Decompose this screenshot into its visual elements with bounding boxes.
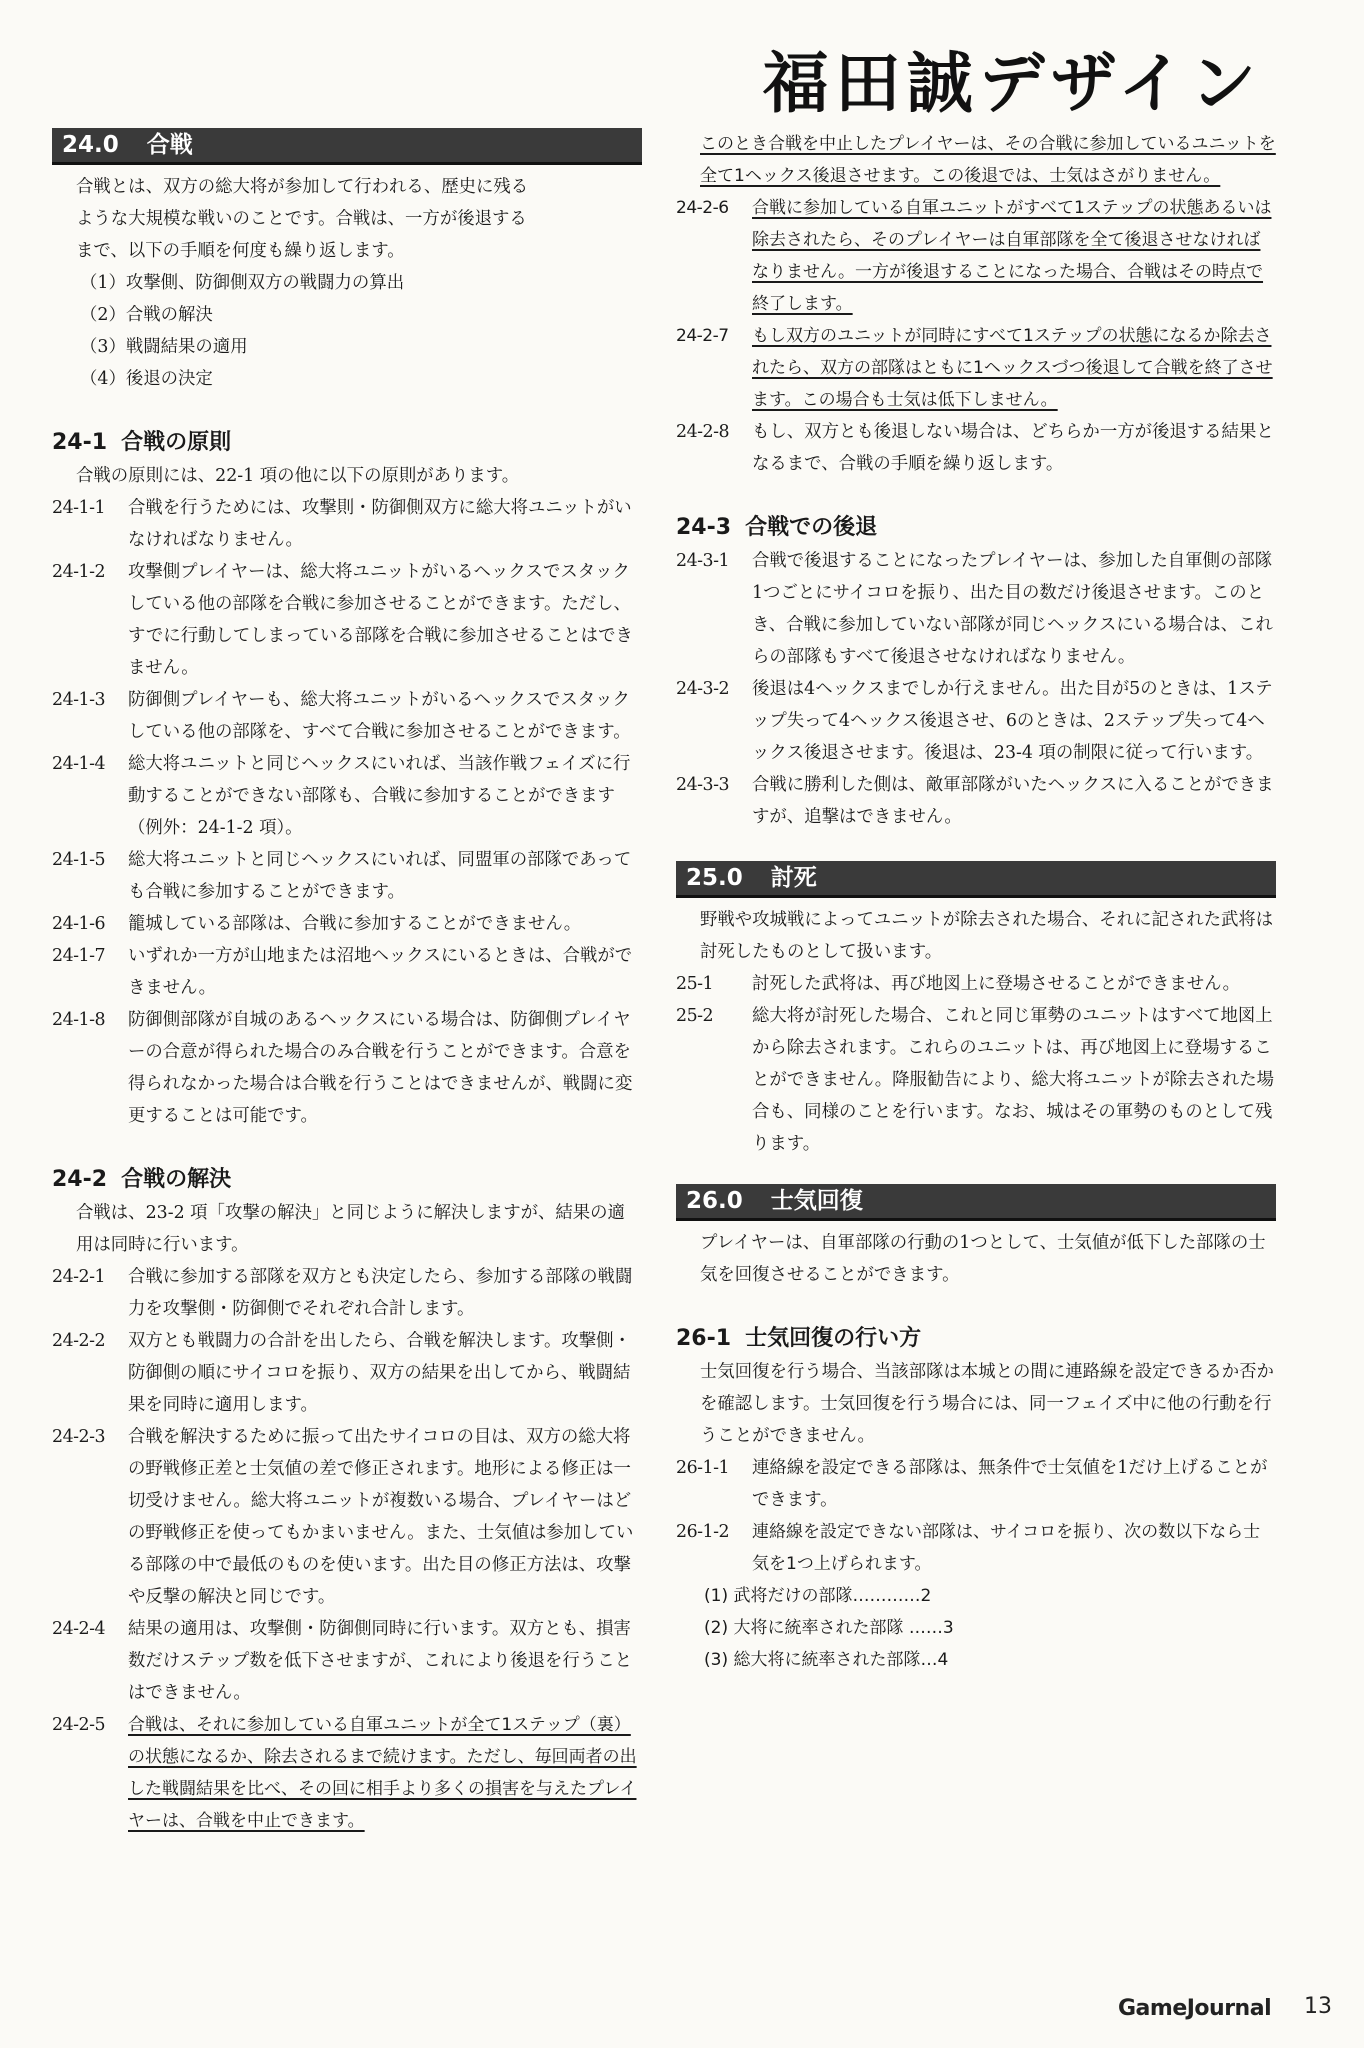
rule-text: 合戦に勝利した側は、敵軍部隊がいたヘックスに入ることができますが、追撃はできません。 xyxy=(752,775,1274,827)
rule-item xyxy=(52,748,642,844)
rule-text: 総大将ユニットと同じヘックスにいれば、当該作戦フェイズに行動することができない部隊も、合戦に参加することができます（例外：24-1-2 項）。 xyxy=(128,754,631,838)
paragraph-line: 合戦とは、双方の総大将が参加して行われる、歴史に残る xyxy=(76,177,529,197)
rule-text: 合戦を行うためには、攻撃則・防御側双方に総大将ユニットがいなければなりません。 xyxy=(128,498,632,550)
paragraph: 士気回復を行う場合、当該部隊は本城との間に連路線を設定できるか否かを確認します。士気回復を行う場合には、同一フェイズ中に他の行動を行うことができません。 xyxy=(700,1362,1274,1446)
rule-item xyxy=(52,556,642,684)
rule-text: 防御側プレイヤーも、総大将ユニットがいるヘックスでスタックしている他の部隊を、すべて合戦に参加させることができます。 xyxy=(128,690,631,742)
rule-number: 25-2 xyxy=(676,1006,714,1026)
section-title: 討死 xyxy=(770,865,817,891)
right-column xyxy=(676,128,1276,1676)
rule-text: もし、双方とも後退しない場合は、どちらか一方が後退する結果となるまで、合戦の手順を繰り返します。 xyxy=(752,422,1274,474)
rule-number: 24-3-2 xyxy=(676,679,730,699)
rule-number: 24-1-2 xyxy=(52,562,106,582)
rule-number: 24-3-1 xyxy=(676,551,730,571)
paragraph: 合戦の原則には、22-1 項の他に以下の原則があります。 xyxy=(76,466,520,486)
list-item: (2) 大将に統率された部隊 ……3 xyxy=(704,1618,954,1638)
rule-item xyxy=(52,492,642,556)
rule-number: 24-3-3 xyxy=(676,775,730,795)
subsection-title: 合戦の解決 xyxy=(121,1167,232,1192)
left-column xyxy=(52,128,642,1837)
rule-text: 合戦は、それに参加している自軍ユニットが全て1ステップ（裏）の状態になるか、除去されるまで続けます。ただし、毎回両者の出した戦闘結果を比べ、その回に相手より多くの損害を与えたプレイヤーは、合戦を中止できます。 xyxy=(128,1715,637,1831)
section-header-24 xyxy=(52,128,642,165)
rule-item xyxy=(52,844,642,908)
rule-item xyxy=(676,968,1276,1000)
rule-number: 24-2-6 xyxy=(676,198,729,218)
rule-number: 24-1-8 xyxy=(52,1010,106,1030)
rule-item xyxy=(52,1261,642,1325)
rule-number: 24-2-1 xyxy=(52,1267,106,1287)
rule-number: 26-1-1 xyxy=(676,1458,730,1478)
subsection-header-26-1 xyxy=(676,1321,1276,1352)
rule-item xyxy=(676,769,1276,833)
rule-number: 24-1-7 xyxy=(52,946,106,966)
rule-text: 結果の適用は、攻撃側・防御側同時に行います。双方とも、損害数だけステップ数を低下させますが、これにより後退を行うことはできません。 xyxy=(128,1619,632,1703)
list-item: (3) 総大将に統率された部隊…4 xyxy=(704,1650,949,1670)
section-title: 士気回復 xyxy=(770,1188,863,1214)
subsection-title: 合戦の原則 xyxy=(121,430,232,455)
rule-text: 合戦を解決するために振って出たサイコロの目は、双方の総大将の野戦修正差と士気値の差で修正されます。地形による修正は一切受けません。総大将ユニットが複数いる場合、プレイヤーはどの野戦修正を使ってもかまいません。また、士気値は参加している部隊の中で最低のものを使います。出た目の修正方法は、攻撃や反撃の解決と同じです。 xyxy=(128,1427,634,1607)
rule-text: 後退は4ヘックスまでしか行えません。出た目が5のときは、1ステップ失って4ヘックス後退させ、6のときは、2ステップ失って4ヘックス後退させます。後退は、23-4 項の制限に従って行います。 xyxy=(752,679,1273,763)
magazine-logo: GameJournal xyxy=(1118,1996,1272,2021)
rule-number: 26-1-2 xyxy=(676,1522,730,1542)
paragraph-line: まで、以下の手順を何度も繰り返します。 xyxy=(76,241,405,261)
section-number: 26.0 xyxy=(686,1188,743,1214)
rule-item xyxy=(52,908,642,940)
rule-number: 24-2-3 xyxy=(52,1427,106,1447)
subsection-number: 24-3 xyxy=(676,515,732,540)
rule-text: 総大将ユニットと同じヘックスにいれば、同盟軍の部隊であっても合戦に参加することができます。 xyxy=(128,850,632,902)
rule-item xyxy=(52,1325,642,1421)
subsection-title: 士気回復の行い方 xyxy=(745,1326,922,1351)
rule-item-underlined xyxy=(676,320,1276,416)
rule-item xyxy=(676,1516,1276,1580)
subsection-header-24-1 xyxy=(52,425,642,456)
rule-item xyxy=(676,1000,1276,1160)
list-item: (1) 武将だけの部隊…………2 xyxy=(704,1586,932,1606)
step-item: （3）戦闘結果の適用 xyxy=(80,337,248,357)
section-title: 合戦 xyxy=(146,132,193,158)
rule-text: 合戦に参加している自軍ユニットがすべて1ステップの状態あるいは除去されたら、そのプレイヤーは自軍部隊を全て後退させなければなりません。一方が後退することになった場合、合戦はその時点で終了します。 xyxy=(752,198,1272,314)
rule-item xyxy=(52,1613,642,1709)
paragraph-line: ような大規模な戦いのことです。合戦は、一方が後退する xyxy=(76,209,527,229)
subsection-title: 合戦での後退 xyxy=(745,515,878,540)
rule-item xyxy=(676,1452,1276,1516)
rule-text: もし双方のユニットが同時にすべて1ステップの状態になるか除去されたら、双方の部隊はともに1ヘックスづつ後退して合戦を終了させます。この場合も士気は低下しません。 xyxy=(752,326,1273,410)
subsection-header-24-3 xyxy=(676,510,1276,541)
rule-text: 連絡線を設定できない部隊は、サイコロを振り、次の数以下なら士気を1つ上げられます。 xyxy=(752,1522,1261,1574)
rule-text: 籠城している部隊は、合戦に参加することができません。 xyxy=(128,914,582,934)
rule-item-underlined xyxy=(676,192,1276,320)
rule-number: 25-1 xyxy=(676,974,714,994)
rule-number: 24-2-8 xyxy=(676,422,730,442)
rule-item xyxy=(52,940,642,1004)
page-number: 13 xyxy=(1304,1994,1332,2019)
designer-title: 福田誠デザイン xyxy=(762,44,1262,122)
paragraph-underlined: このとき合戦を中止したプレイヤーは、その合戦に参加しているユニットを全て1ヘックス後退させます。この後退では、士気はさがりません。 xyxy=(700,134,1276,186)
step-item: （4）後退の決定 xyxy=(80,369,213,389)
rule-number: 24-2-5 xyxy=(52,1715,106,1735)
rule-number: 24-1-1 xyxy=(52,498,106,518)
paragraph: 合戦は、23-2 項「攻撃の解決」と同じように解決しますが、結果の適用は同時に行います。 xyxy=(76,1203,625,1255)
rule-text: 討死した武将は、再び地図上に登場させることができません。 xyxy=(752,974,1240,994)
rule-text: 双方とも戦闘力の合計を出したら、合戦を解決します。攻撃側・防御側の順にサイコロを振り、双方の結果を出してから、戦闘結果を同時に適用します。 xyxy=(128,1331,631,1415)
paragraph: 野戦や攻城戦によってユニットが除去された場合、それに記された武将は討死したものとして扱います。 xyxy=(700,910,1274,962)
rule-item xyxy=(676,673,1276,769)
rule-item xyxy=(676,416,1276,480)
rule-number: 24-1-3 xyxy=(52,690,106,710)
section-number: 25.0 xyxy=(686,865,743,891)
rule-item xyxy=(52,1004,642,1132)
rule-text: 合戦に参加する部隊を双方とも決定したら、参加する部隊の戦闘力を攻撃側・防御側でそれぞれ合計します。 xyxy=(128,1267,633,1319)
rule-text: 攻撃側プレイヤーは、総大将ユニットがいるヘックスでスタックしている他の部隊を合戦に参加させることができます。ただし、すでに行動してしまっている部隊を合戦に参加させることはできません。 xyxy=(128,562,633,678)
paragraph: プレイヤーは、自軍部隊の行動の1つとして、士気値が低下した部隊の士気を回復させることができます。 xyxy=(700,1233,1266,1285)
rule-text: 連絡線を設定できる部隊は、無条件で士気値を1だけ上げることができます。 xyxy=(752,1458,1268,1510)
section-header-25 xyxy=(676,861,1276,898)
subsection-header-24-2 xyxy=(52,1162,642,1193)
section-header-26 xyxy=(676,1184,1276,1221)
step-item: （1）攻撃側、防御側双方の戦闘力の算出 xyxy=(80,273,405,293)
rule-item xyxy=(676,545,1276,673)
rule-item xyxy=(52,684,642,748)
rule-text: 防御側部隊が自城のあるヘックスにいる場合は、防御側プレイヤーの合意が得られた場合のみ合戦を行うことができます。合意を得られなかった場合は合戦を行うことはできませんが、戦闘に変更することは可能です。 xyxy=(128,1010,633,1126)
rule-number: 24-1-5 xyxy=(52,850,106,870)
subsection-number: 24-2 xyxy=(52,1167,108,1192)
section-number: 24.0 xyxy=(62,132,119,158)
rule-text: 総大将が討死した場合、これと同じ軍勢のユニットはすべて地図上から除去されます。これらのユニットは、再び地図上に登場することができません。降服勧告により、総大将ユニットが除去された場合も、同様のことを行います。なお、城はその軍勢のものとして残ります。 xyxy=(752,1006,1275,1154)
rule-text: いずれか一方が山地または沼地ヘックスにいるときは、合戦ができません。 xyxy=(128,946,633,998)
rule-number: 24-2-2 xyxy=(52,1331,106,1351)
rule-number: 24-1-6 xyxy=(52,914,106,934)
subsection-number: 24-1 xyxy=(52,430,108,455)
rule-text: 合戦で後退することになったプレイヤーは、参加した自軍側の部隊1つごとにサイコロを振り、出た目の数だけ後退させます。このとき、合戦に参加していない部隊が同じヘックスにいる場合は、これらの部隊もすべて後退させなければなりません。 xyxy=(752,551,1273,667)
subsection-number: 26-1 xyxy=(676,1326,732,1351)
rule-item xyxy=(52,1421,642,1613)
rule-number: 24-1-4 xyxy=(52,754,106,774)
rule-number: 24-2-7 xyxy=(676,326,729,346)
rule-number: 24-2-4 xyxy=(52,1619,106,1639)
step-item: （2）合戦の解決 xyxy=(80,305,213,325)
rule-item-underlined xyxy=(52,1709,642,1837)
